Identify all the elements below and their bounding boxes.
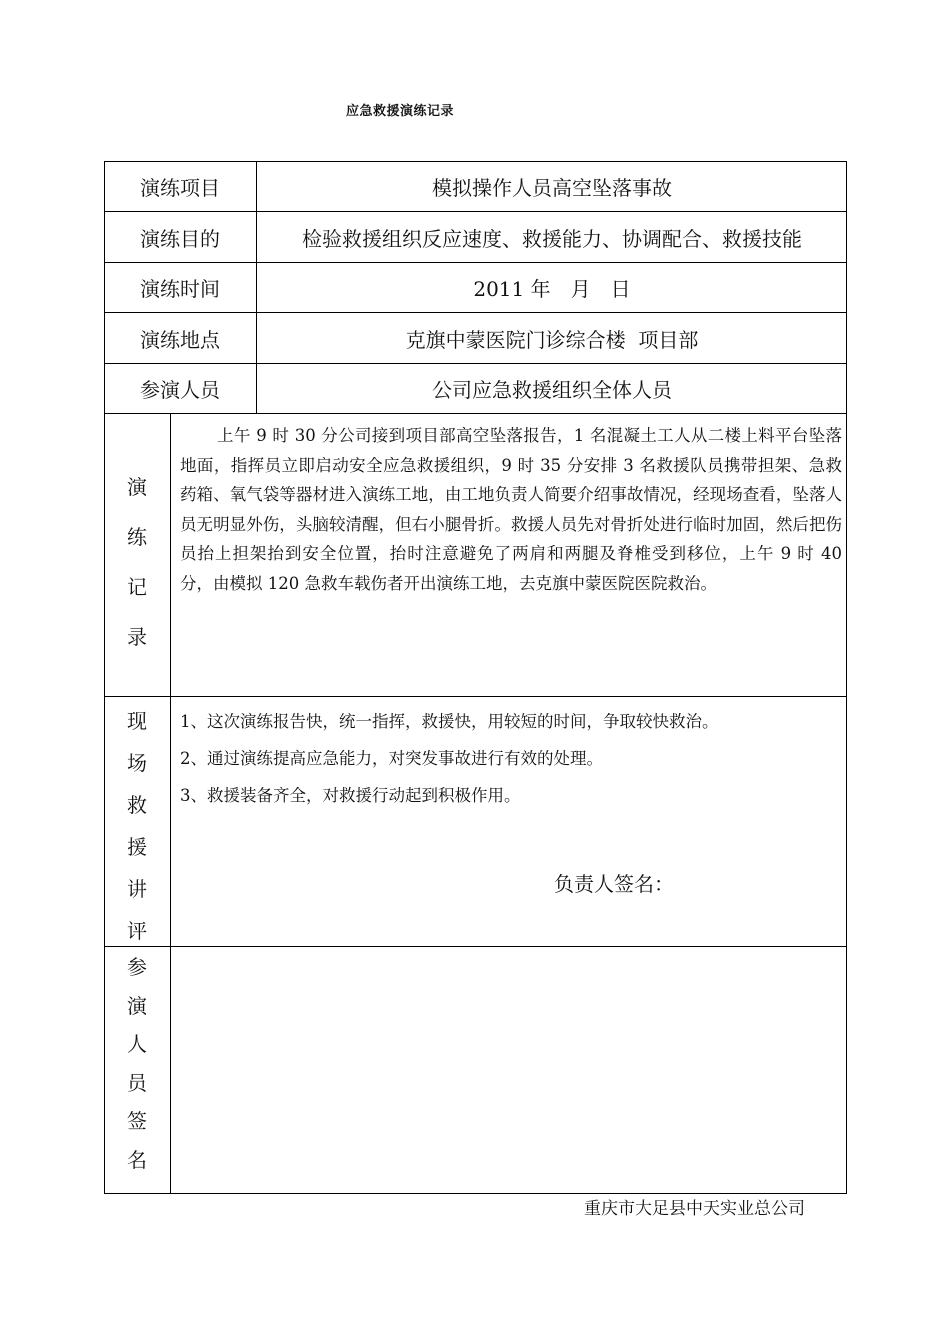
row-label-project: 演练项目 — [140, 176, 220, 200]
participants-label-char: 参 — [127, 955, 147, 979]
row-divider — [104, 413, 847, 414]
comments-label-char: 救 — [127, 793, 147, 817]
participants-label-char: 演 — [127, 993, 147, 1018]
row-value-location: 克旗中蒙医院门诊综合楼 项目部 — [405, 327, 699, 352]
record-label-char: 记 — [127, 575, 147, 599]
footer-company: 重庆市大足县中天实业总公司 — [584, 1199, 805, 1219]
record-label — [104, 462, 170, 662]
row-value-project: 模拟操作人员高空坠落事故 — [432, 176, 672, 200]
participants-label-char: 员 — [127, 1070, 147, 1095]
row-label-participants: 参演人员 — [140, 378, 220, 402]
comments-label — [104, 700, 170, 952]
comments-label-char: 讲 — [127, 877, 147, 901]
participants-label-char: 签 — [127, 1109, 147, 1133]
comments-label-char: 现 — [127, 709, 147, 733]
row-value-participants: 公司应急救援组织全体人员 — [432, 378, 672, 402]
row-label-purpose: 演练目的 — [140, 226, 220, 251]
comments-label-char: 援 — [127, 835, 147, 859]
comment-item: 3、救援装备齐全，对救援行动起到积极作用。 — [180, 786, 521, 805]
row-label-location: 演练地点 — [140, 327, 220, 352]
row-value-purpose: 检验救援组织反应速度、救援能力、协调配合、救援技能 — [302, 226, 802, 251]
row-divider — [104, 696, 847, 697]
comments-label-char: 评 — [127, 919, 147, 943]
record-text: 上午 9 时 30 分公司接到项目部高空坠落报告，1 名混凝土工人从二楼上料平台坠落地面，指挥员立即启动安全应急救援组织，9 时 35 分安排 3 名救援队员携带担架、急救药箱、氧气袋等器材进入演练工地，由工地负责人简要介绍事故情况，经现场查看，坠落人员无明显外伤，头脑较清醒，但右小腿骨折。救援人员先对骨折处进行临时加固，然后把伤员抬上担架抬到安全位置，抬时注意避免了两肩和两腿及脊椎受到移位，上午 9 时 40 分，由模拟 120 急救车载伤者开出演练工地，去克旗中蒙医院医院救治。 — [180, 426, 842, 593]
comments-label-char: 场 — [127, 751, 147, 775]
record-label-char: 录 — [127, 625, 147, 649]
participants-label — [104, 948, 170, 1179]
document-title: 应急救援演练记录 — [346, 104, 455, 119]
participants-label-char: 人 — [127, 1032, 147, 1056]
comment-item: 1、这次演练报告快，统一指挥，救援快，用较短的时间，争取较快救治。 — [180, 712, 719, 731]
participants-label-char: 名 — [127, 1147, 147, 1172]
record-label-char: 演 — [127, 475, 147, 499]
signer-label: 负责人签名： — [554, 872, 674, 896]
signature-area — [171, 947, 846, 1193]
comment-item: 2、通过演练提高应急能力，对突发事故进行有效的处理。 — [180, 749, 603, 768]
row-value-time: 2011 年 月 日 — [473, 277, 631, 301]
comments-list — [180, 703, 840, 814]
record-label-char: 练 — [127, 525, 147, 549]
row-label-time: 演练时间 — [140, 277, 220, 301]
